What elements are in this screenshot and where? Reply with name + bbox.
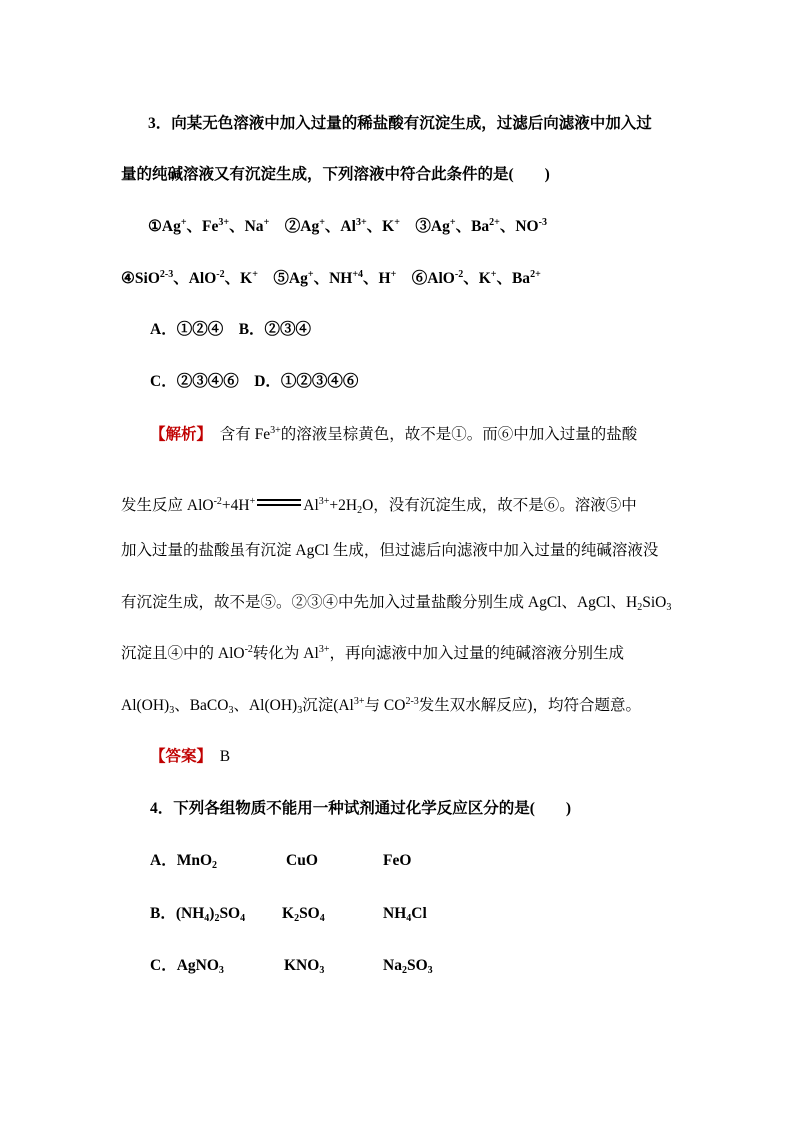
q3-ions-line1: ①Ag+、$Fe^{3+}$、Na+ ②Ag+、$Al^{3+}$、K+ ③Ag+、$Ba^{2+}$、$NO^{-3}$	[148, 217, 547, 235]
q4-c-col3: $Na_2SO_3$	[383, 957, 433, 976]
answer-line	[150, 747, 230, 767]
q3-option-ab: A．①②④ B．②③④	[150, 321, 312, 338]
q4-stem: 4．下列各组物质不能用一种试剂通过化学反应区分的是( )	[150, 800, 572, 817]
q4-b-col3: $NH_4Cl$	[383, 905, 427, 924]
answer-tag: 【答案】	[150, 748, 205, 765]
q4-c-col1: C．AgNO$_3$	[150, 957, 224, 976]
answer-value: B	[204, 748, 231, 765]
equals-sign	[257, 499, 301, 506]
q3-stem-line1: 3．向某无色溶液中加入过量的稀盐酸有沉淀生成，过滤后向滤液中加入过	[148, 115, 652, 132]
q3-stem-line2: 量的纯碱溶液又有沉淀生成，下列溶液中符合此条件的是( )	[121, 166, 550, 183]
q4-b-col2: $K_2SO_4$	[282, 905, 325, 924]
analysis-line5: 沉淀且④中的 AlO$^{-2}$转化为 $Al^{3+}$，再向滤液中加入过量的纯碱溶液分别生成	[121, 644, 624, 662]
q3-ions-line2: ④SiO$^{2-3}$、AlO$^{-2}$、K+ ⑤Ag+、$NH^{+4}$、H+ ⑥AlO$^{-2}$、K+、$Ba^{2+}$	[121, 269, 541, 287]
q4-b-col1: B．$(NH_4)_2SO_4$	[150, 905, 246, 924]
q4-a-col2: CuO	[286, 852, 318, 869]
analysis-line6: $Al(OH)_3$、BaCO$_3$、$Al(OH)_3$沉淀($Al^{3+}$与 CO$^{2-3}$发生双水解反应)，均符合题意。	[121, 696, 641, 716]
analysis-line4: 有沉淀生成，故不是⑤。②③④中先加入过量盐酸分别生成 AgCl、AgCl、$H_2SiO_3$	[121, 594, 672, 613]
analysis-line1: 【解析】 含有 $Fe^{3+}$的溶液呈棕黄色，故不是①。而⑥中加入过量的盐酸	[150, 425, 638, 443]
q4-c-col2: $KNO_3$	[284, 957, 325, 976]
q3-option-cd: C．②③④⑥ D．①②③④⑥	[150, 373, 359, 390]
q4-a-col3: FeO	[383, 852, 412, 869]
q4-a-col1: A．MnO$_2$	[150, 852, 218, 871]
analysis-tag: 【解析】	[150, 426, 205, 443]
analysis-line2: 发生反应 AlO$^{-2}$+4H+ $Al^{3+}+2H_2O$，没有沉淀生成，故不是⑥。溶液⑤中	[121, 496, 637, 516]
analysis-line3: 加入过量的盐酸虽有沉淀 AgCl 生成，但过滤后向滤液中加入过量的纯碱溶液没	[121, 542, 659, 559]
